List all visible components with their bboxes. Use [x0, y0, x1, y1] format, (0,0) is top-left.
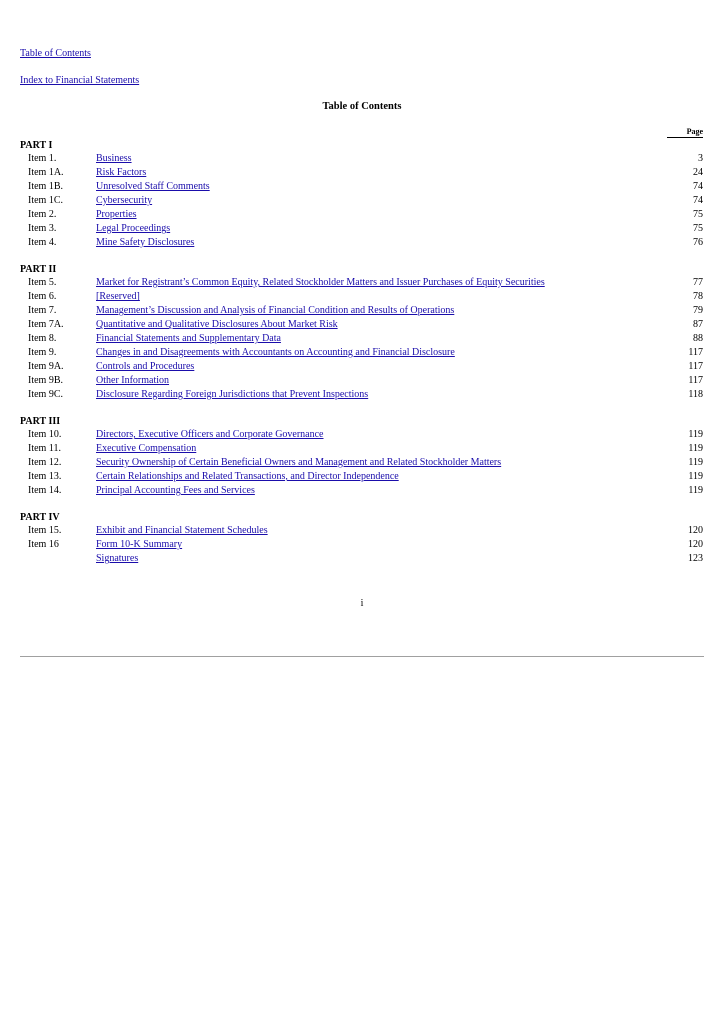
item-link[interactable]: Properties	[96, 209, 137, 220]
item-page: 119	[688, 471, 703, 482]
part-title: PART I	[20, 140, 53, 151]
item-page: 78	[693, 291, 703, 302]
toc-row	[20, 428, 704, 442]
item-link[interactable]: Principal Accounting Fees and Services	[96, 485, 255, 496]
item-number: Item 1B.	[28, 181, 63, 192]
item-link[interactable]: Business	[96, 153, 132, 164]
item-page: 119	[688, 485, 703, 496]
toc-row	[20, 524, 704, 538]
item-number: Item 6.	[28, 291, 57, 302]
item-number: Item 9A.	[28, 361, 64, 372]
part-title: PART II	[20, 264, 57, 275]
part-1-section	[20, 139, 704, 250]
item-link[interactable]: Quantitative and Qualitative Disclosures About Market Risk	[96, 319, 338, 330]
toc-row	[20, 304, 704, 318]
item-link[interactable]: Disclosure Regarding Foreign Jurisdictions that Prevent Inspections	[96, 389, 369, 400]
page-column-header: Page	[667, 127, 703, 138]
item-page: 119	[688, 443, 703, 454]
page-number: i	[360, 598, 364, 609]
toc-row	[20, 152, 704, 166]
item-number: Item 7.	[28, 305, 57, 316]
toc-row	[20, 318, 704, 332]
item-number: Item 15.	[28, 525, 62, 536]
toc-row	[20, 208, 704, 222]
item-link[interactable]: Risk Factors	[96, 167, 147, 178]
item-page: 24	[693, 167, 703, 178]
item-page: 75	[693, 209, 703, 220]
item-page: 75	[693, 223, 703, 234]
item-page: 120	[688, 525, 703, 536]
item-link[interactable]: Unresolved Staff Comments	[96, 181, 210, 192]
item-number: Item 1C.	[28, 195, 63, 206]
item-link[interactable]: [Reserved]	[96, 291, 140, 302]
item-page: 117	[688, 347, 703, 358]
item-link[interactable]: Legal Proceedings	[96, 223, 171, 234]
item-link[interactable]: Financial Statements and Supplementary Data	[96, 333, 281, 344]
item-page: 119	[688, 429, 703, 440]
toc-row	[20, 290, 704, 304]
toc-row	[20, 194, 704, 208]
item-number: Item 1A.	[28, 167, 64, 178]
item-number: Item 14.	[28, 485, 62, 496]
item-number: Item 11.	[28, 443, 61, 454]
item-number: Item 2.	[28, 209, 57, 220]
item-page: 123	[688, 553, 703, 564]
item-link[interactable]: Mine Safety Disclosures	[96, 237, 195, 248]
toc-row	[20, 346, 704, 360]
item-link[interactable]: Cybersecurity	[96, 195, 153, 206]
toc-row	[20, 374, 704, 388]
part-4-section	[20, 511, 704, 566]
toc-row	[20, 442, 704, 456]
item-link[interactable]: Exhibit and Financial Statement Schedules	[96, 525, 268, 536]
item-number: Item 13.	[28, 471, 62, 482]
item-page: 117	[688, 375, 703, 386]
document-title: Table of Contents	[322, 101, 402, 112]
item-number: Item 12.	[28, 457, 62, 468]
item-page: 88	[693, 333, 703, 344]
item-number: Item 1.	[28, 153, 57, 164]
item-number: Item 5.	[28, 277, 57, 288]
toc-row	[20, 236, 704, 250]
item-number: Item 9C.	[28, 389, 63, 400]
item-page: 77	[693, 277, 703, 288]
item-page: 120	[688, 539, 703, 550]
item-link[interactable]: Directors, Executive Officers and Corporate Governance	[96, 429, 324, 440]
item-link[interactable]: Signatures	[96, 553, 139, 564]
toc-row	[20, 552, 704, 566]
item-link[interactable]: Form 10-K Summary	[96, 539, 183, 550]
page-divider	[20, 656, 704, 657]
toc-row	[20, 276, 704, 290]
item-number: Item 9B.	[28, 375, 63, 386]
toc-row	[20, 332, 704, 346]
toc-row	[20, 180, 704, 194]
item-page: 3	[698, 153, 703, 164]
toc-row	[20, 456, 704, 470]
item-number: Item 3.	[28, 223, 57, 234]
item-page: 76	[693, 237, 703, 248]
item-link[interactable]: Certain Relationships and Related Transactions, and Director Independence	[96, 471, 399, 482]
item-number: Item 10.	[28, 429, 62, 440]
toc-row	[20, 538, 704, 552]
item-number: Item 8.	[28, 333, 57, 344]
item-page: 117	[688, 361, 703, 372]
item-page: 74	[693, 195, 703, 206]
item-link[interactable]: Controls and Procedures	[96, 361, 195, 372]
part-2-section	[20, 263, 704, 402]
toc-row	[20, 360, 704, 374]
item-page: 119	[688, 457, 703, 468]
part-title: PART IV	[20, 512, 60, 523]
item-number: Item 4.	[28, 237, 57, 248]
item-link[interactable]: Other Information	[96, 375, 170, 386]
item-number: Item 9.	[28, 347, 57, 358]
toc-row	[20, 388, 704, 402]
item-number: Item 7A.	[28, 319, 64, 330]
part-title: PART III	[20, 416, 61, 427]
toc-row	[20, 222, 704, 236]
item-page: 87	[693, 319, 703, 330]
item-link[interactable]: Management’s Discussion and Analysis of Financial Condition and Results of Operations	[96, 305, 455, 316]
toc-row	[20, 470, 704, 484]
item-link[interactable]: Security Ownership of Certain Beneficial Owners and Management and Related Stockholder Matters	[96, 457, 502, 468]
item-number: Item 16	[28, 539, 59, 550]
item-page: 74	[693, 181, 703, 192]
item-link[interactable]: Executive Compensation	[96, 443, 197, 454]
index-to-financial-statements-link[interactable]: Index to Financial Statements	[20, 75, 140, 86]
item-page: 118	[688, 389, 703, 400]
toc-list	[20, 139, 704, 579]
item-link[interactable]: Market for Registrant’s Common Equity, Related Stockholder Matters and Issuer Purchases of Equity Securities	[96, 277, 545, 288]
toc-row	[20, 166, 704, 180]
table-of-contents-link[interactable]: Table of Contents	[20, 48, 91, 59]
item-link[interactable]: Changes in and Disagreements with Accountants on Accounting and Financial Disclosure	[96, 347, 455, 358]
item-page: 79	[693, 305, 703, 316]
part-3-section	[20, 415, 704, 498]
toc-row	[20, 484, 704, 498]
